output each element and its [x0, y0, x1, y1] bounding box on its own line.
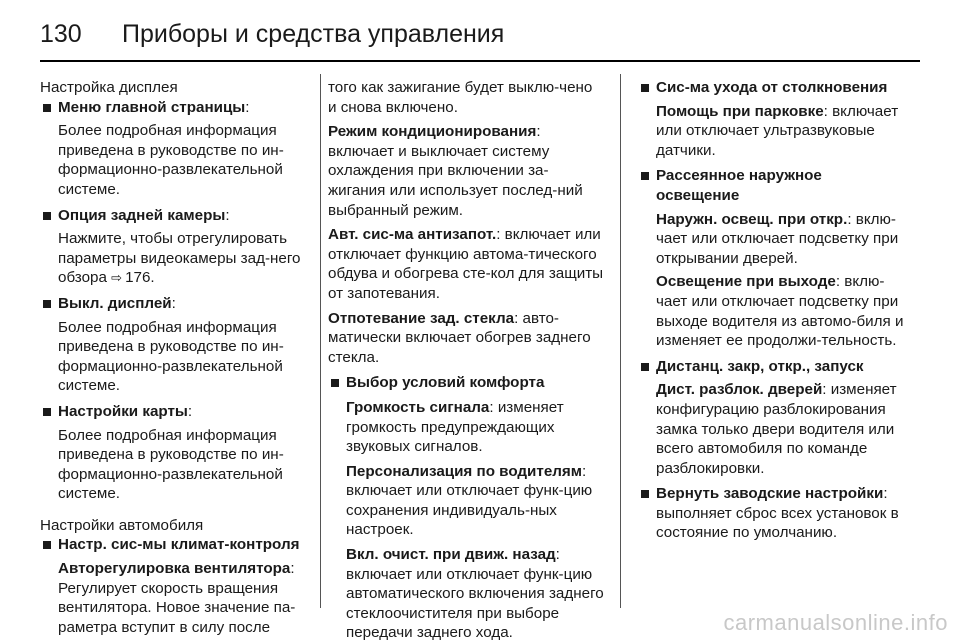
paragraph: Авт. сис-ма антизапот.: включает или отключает функцию автома-тического обдува и обогрева сте-кол для защиты от запотевания. [328, 226, 604, 302]
column-3 [638, 78, 908, 543]
paragraph: Дист. разблок. дверей: изменяет конфигурацию разблокирования замка только двери водителя или всего автомобиля по команде разблокировки. [656, 381, 897, 477]
item-title: Дистанц. закр, откр., запуск [656, 357, 864, 375]
option-title: Персонализация по водителям [346, 462, 583, 480]
paragraph: Режим кондиционирования: включает и выключает систему охлаждения при включении за-жигания или использует послед-ний выбранный режим. [328, 123, 583, 219]
option-description: изменяет конфигурацию разблокирования замка только двери водителя или всего автомобиля по команде разблокировки. [656, 381, 897, 477]
option-title: Помощь при парковке [656, 102, 824, 120]
item-title: Сис-ма ухода от столкновения [656, 79, 888, 96]
square-bullet-icon [43, 408, 51, 416]
square-bullet-icon [641, 363, 649, 371]
paragraph: Вкл. очист. при движ. назад: включает или отключает функ-цию автоматического включения заднего стеклоочистителя при выборе передачи заднего хода. [346, 546, 604, 642]
list-item [638, 78, 908, 160]
page-header [40, 12, 920, 56]
list-item: Меню главной страницы: Более подробная информация приведена в руководстве по ин-формационно-развлекательной системе. [40, 98, 310, 200]
option-title: Дист. разблок. дверей [656, 381, 823, 399]
watermark: carmanualsonline.info [723, 610, 948, 635]
item-description: выполняет сброс всех установок в состояние по умолчанию. [656, 504, 899, 542]
section-title-vehicle: Настройки автомобиля [40, 516, 204, 534]
sub-item-description: Регулирует скорость вращения вентилятора. Новое значение па-раметра вступит в силу после [58, 579, 296, 636]
item-description [58, 229, 310, 288]
item-title: Выкл. дисплей [58, 294, 172, 312]
square-bullet-icon [43, 300, 51, 308]
header-rule [40, 60, 920, 62]
item-description: Более подробная информация приведена в руководстве по ин-формационно-развлекательной системе. [58, 122, 284, 198]
list-item [638, 357, 908, 479]
square-bullet-icon [43, 104, 51, 112]
list-item: Выкл. дисплей: Более подробная информация приведена в руководстве по ин-формационно-развлекательной системе. [40, 294, 310, 396]
option-description: включает и выключает систему охлаждения при включении за-жигания или использует послед-ний выбранный режим. [328, 142, 583, 219]
option-title: Вкл. очист. при движ. назад [346, 546, 556, 564]
page-reference-link[interactable]: 176. [125, 269, 155, 287]
item-description: Авторегулировка вентилятора: Регулирует скорость вращения вентилятора. Новое значение па-раметра вступит в силу после [58, 560, 296, 636]
reference-arrow-icon: ⇨ [111, 270, 123, 286]
list-item: Вернуть заводские настройки: выполняет сброс всех установок в состояние по умолчанию. [638, 484, 908, 543]
option-description: включает или отключает функцию автома-тического обдува и обогрева сте-кол для защиты от запотевания. [328, 226, 604, 302]
list-item: Опция задней камеры: Нажмите, чтобы отрегулировать параметры видеокамеры зад-него обзора ⇨ 176. [40, 206, 310, 288]
page-title: Приборы и средства управления [122, 19, 505, 48]
item-description: Более подробная информация приведена в руководстве по ин-формационно-развлекательной системе. [58, 318, 284, 395]
option-description: вклю-чает или отключает подсветку при открывании дверей. [656, 210, 899, 267]
paragraph: Отпотевание зад. стекла: авто-матически включает обогрев заднего стекла. [328, 309, 591, 366]
section-title-display: Настройка дисплея [40, 79, 178, 96]
paragraph: Персонализация по водителям: включает или отключает функ-цию сохранения индивидуаль-ных настроек. [346, 462, 593, 539]
item-title: Рассеянное наружное освещение [656, 167, 822, 204]
column-1 [40, 78, 310, 637]
list-item [328, 373, 604, 393]
square-bullet-icon [641, 490, 649, 498]
paragraph: Громкость сигнала: изменяет громкость предупреждающих звуковых сигналов. [346, 398, 564, 456]
column-2 [328, 78, 604, 643]
option-description: авто-матически включает обогрев заднего стекла. [328, 309, 591, 366]
paragraph: Освещение при выходе: вклю-чает или отключает подсветку при выходе водителя из автомо-биля и изменяет ее продолжи-тельность. [656, 273, 904, 350]
page-number: 130 [40, 19, 82, 48]
square-bullet-icon [331, 379, 339, 387]
sub-item-title: Авторегулировка вентилятора [58, 560, 291, 578]
paragraph: Помощь при парковке: включает или отключает ультразвуковые датчики. [656, 102, 899, 159]
option-title: Отпотевание зад. стекла [328, 309, 515, 327]
option-description: вклю-чает или отключает подсветку при выходе водителя из автомо-биля и изменяет ее продолжи-тельность. [656, 273, 904, 350]
item-title: Вернуть заводские настройки [656, 485, 884, 503]
option-title: Освещение при выходе [656, 273, 836, 291]
square-bullet-icon [43, 541, 51, 549]
option-title: Наружн. освещ. при откр. [656, 210, 848, 228]
item-description-text: Нажмите, чтобы отрегулировать параметры видеокамеры зад-него обзора [58, 230, 301, 287]
square-bullet-icon [43, 212, 51, 220]
option-description: включает или отключает ультразвуковые датчики. [656, 102, 899, 159]
option-description: изменяет громкость предупреждающих звуковых сигналов. [346, 398, 564, 456]
option-title: Режим кондиционирования [328, 123, 537, 141]
item-description: Более подробная информация приведена в руководстве по ин-формационно-развлекательной системе. [58, 426, 284, 503]
square-bullet-icon [641, 84, 649, 92]
option-description: включает или отключает функ-цию сохранения индивидуаль-ных настроек. [346, 482, 593, 539]
item-title: Опция задней камеры [58, 206, 226, 224]
item-title: Меню главной страницы [58, 98, 246, 116]
item-title: Выбор условий комфорта [346, 374, 545, 392]
option-title: Авт. сис-ма антизапот. [328, 226, 497, 244]
list-item [40, 535, 310, 637]
item-title: Настр. сис-мы климат-контроля [58, 536, 300, 554]
option-description: включает или отключает функ-цию автоматического включения заднего стеклоочистителя при выборе передачи заднего хода. [346, 565, 604, 642]
list-item: Настройки карты: Более подробная информация приведена в руководстве по ин-формационно-развлекательной системе. [40, 402, 310, 504]
column-divider [620, 74, 621, 608]
continued-text: того как зажигание будет выклю-чено и снова включено. [328, 79, 593, 116]
list-item [638, 166, 908, 350]
paragraph: Наружн. освещ. при откр.: вклю-чает или отключает подсветку при открывании дверей. [656, 210, 899, 267]
column-divider [320, 74, 321, 608]
square-bullet-icon [641, 172, 649, 180]
option-title: Громкость сигнала [346, 398, 490, 416]
item-title: Настройки карты [58, 402, 188, 420]
